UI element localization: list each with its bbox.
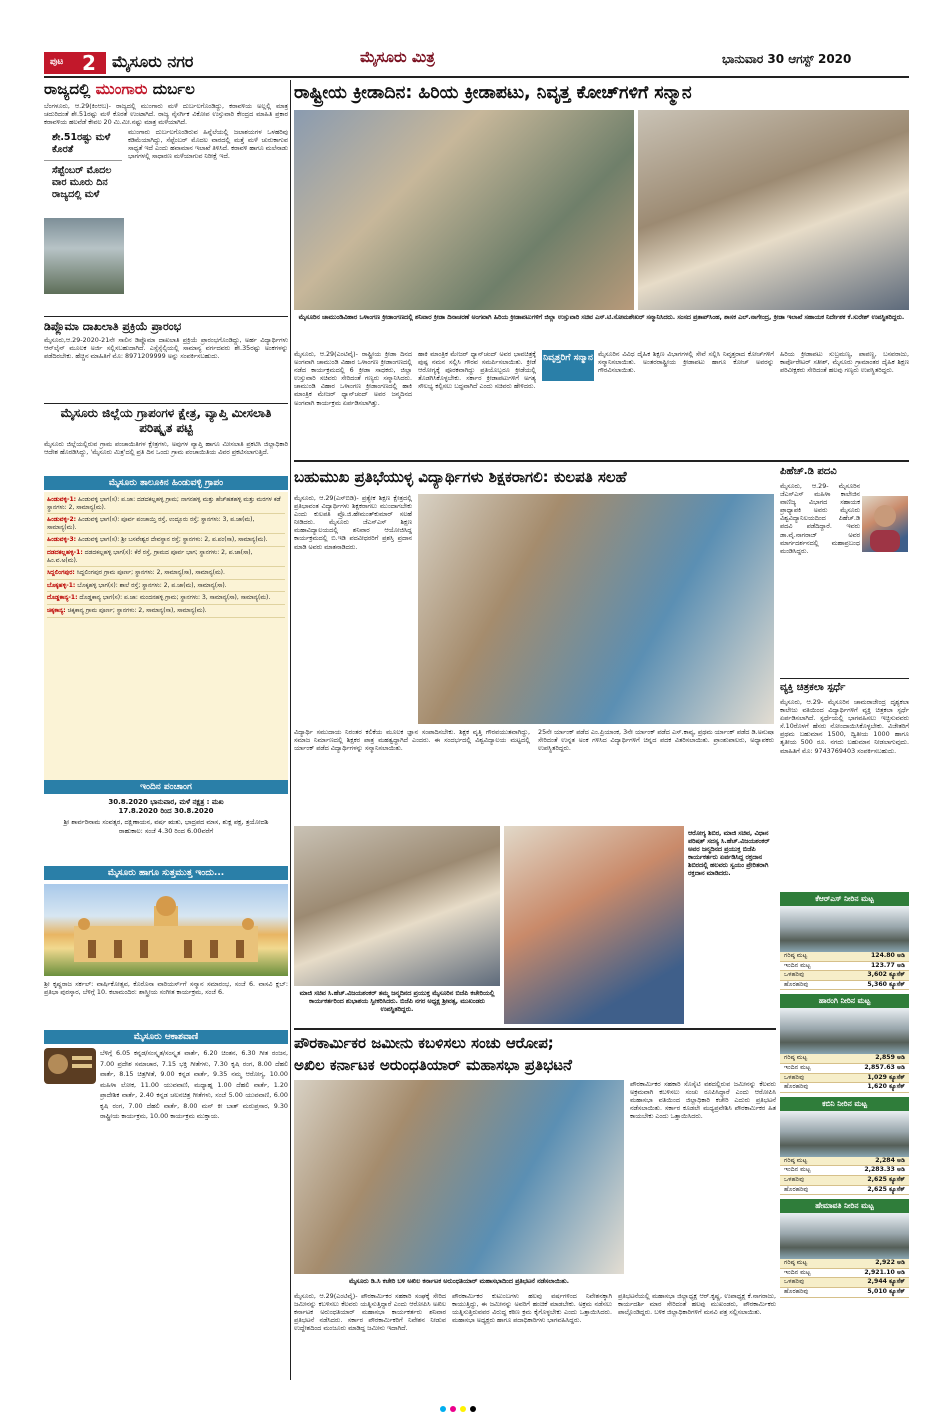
palace-icon bbox=[44, 884, 288, 976]
art-body: ಮೈಸೂರು, ಆ.29- ಮೈಸೂರಿನ ಚಾಮರಾಜೇಂದ್ರ ದೃಶ್ಯಕಲಾ ಕಾಲೇಜು ವತಿಯಿಂದ ವಿದ್ಯಾರ್ಥಿಗಳಿಗೆ ವ್ಯಕ್ತಿ ಚಿತ್ರಕಲಾ ಸ್ಪರ್ಧೆ ಏರ್ಪಡಿಸಲಾಗಿದೆ. ಸ್ಪರ್ಧೆಯಲ್ಲಿ ಭಾಗವಹಿಸಲು ಇಚ್ಛಿಸುವವರು ಸೆ.10ರೊಳಗೆ ಹೆಸರು ನೋಂದಾಯಿಸಿಕೊಳ್ಳಬೇಕು. ವಿಜೇತರಿಗೆ ಪ್ರಥಮ ಬಹುಮಾನ 1500, ದ್ವಿತೀಯ 1000 ಹಾಗೂ ತೃತೀಯ 500 ರೂ. ನಗದು ಬಹುಮಾನ ನೀಡಲಾಗುವುದು. ಮಾಹಿತಿಗೆ ಮೊ: 9743769403 ಸಂಪರ್ಕಿಸಬಹುದು. bbox=[780, 698, 909, 755]
reservoir-row bbox=[780, 952, 909, 962]
reservoir-row-label: ಹೊರಹರಿವು bbox=[784, 1083, 809, 1091]
today-body: ಶ್ರೀ ಕೃಷ್ಣರಾಜ ಸರ್ಕಲ್: ವಾರ್ಷಿಕೋತ್ಸವ, ಕೊರೊನಾ ವಾರಿಯರ್ಸ್‌ಗೆ ಸನ್ಮಾನ ಸಮಾರಂಭ, ಸಂಜೆ 6. ವಾಸವಿ ಕ್ಲಬ್: ಪ್ರತಿಭಾ ಪುರಸ್ಕಾರ, ಬೆಳಿಗ್ಗೆ 10. ಕಲಾಮಂದಿರ: ಶಾಸ್ತ್ರೀಯ ಸಂಗೀತ ಕಾರ್ಯಕ್ರಮ, ಸಂಜೆ 6. bbox=[44, 980, 288, 997]
reservoir-card bbox=[780, 1199, 909, 1297]
reservoir-row bbox=[780, 1054, 909, 1064]
reservoir-card bbox=[780, 994, 909, 1092]
today-bar: ಮೈಸೂರು ಹಾಗೂ ಸುತ್ತಮುತ್ತ ಇಂದು... bbox=[44, 866, 288, 880]
section-title: ಮೈಸೂರು ನಗರ bbox=[112, 52, 194, 71]
reservoir-row bbox=[780, 1064, 909, 1074]
reservoir-row-label: ಇಂದಿನ ಮಟ್ಟ bbox=[784, 1268, 811, 1276]
reservoir-title: ಕಬಿನಿ ನೀರಿನ ಮಟ್ಟ bbox=[780, 1097, 909, 1111]
gp-ward-detail: ಹಿಂಡುವಳ್ಳಿ ಭಾಗ(ಸ): ಪ.ಜಾ: ದಡದಕಲ್ಲಹಳ್ಳಿ ಗ್ರಾಮ; ನಾಗನಹಳ್ಳಿ ಮತ್ತು ಹೆಚ್‌ಹತಹಳ್ಳಿ ಮತ್ತು ಮರಗಳ ಕಡೆ ಸ್ಥಾನಗಳು: 2, ಸಾಮಾನ್ಯ(ಮ). bbox=[47, 496, 281, 511]
reservoir-row-value: 1,029 ಕ್ಯೂಸೆಕ್ bbox=[867, 1073, 905, 1081]
gp-ward-name: ಹಿಂಡುವಳ್ಳಿ-2: bbox=[47, 516, 77, 524]
gp-list-item bbox=[47, 494, 285, 514]
phd-portrait bbox=[862, 496, 908, 552]
gp-ward-name: ಬೊಕ್ಕಹಳ್ಳಿ-1: bbox=[47, 581, 76, 589]
retired-tag bbox=[542, 350, 594, 381]
panchanga-line-1: 30.8.2020 ಭಾನುವಾರ, ಮಳೆ ನಕ್ಷತ್ರ : ಮಖ bbox=[108, 798, 224, 806]
reservoir-row-label: ಒಳಹರಿವು bbox=[784, 1073, 805, 1081]
art-headline: ವ್ಯಕ್ತಿ ಚಿತ್ರಕಲಾ ಸ್ಪರ್ಧೆ bbox=[780, 682, 846, 693]
panchanga-line-4: ರಾಹುಕಾಲ: ಸಂಜೆ 4.30 ರಿಂದ 6.00ವರೆಗೆ bbox=[118, 827, 214, 835]
gp-list-item bbox=[47, 592, 285, 605]
paper-logo: ಮೈಸೂರು ಮಿತ್ರ bbox=[360, 48, 435, 66]
rain-headline bbox=[44, 80, 195, 98]
reservoir-row bbox=[780, 962, 909, 972]
reservoir-row bbox=[780, 1166, 909, 1176]
gp-list-item bbox=[47, 547, 285, 567]
gp-headline: ಮೈಸೂರು ಜಿಲ್ಲೆಯ ಗ್ರಾಪಂಗಳ ಕ್ಷೇತ್ರ, ವ್ಯಾಪ್ತಿ ಮೀಸಲಾತಿ ಪರಿಷ್ಕೃತ ಪಟ್ಟಿ bbox=[60, 406, 272, 435]
diploma-body: ಮೈಸೂರು,ಆ.29-2020-21ನೇ ಸಾಲಿನ ಡಿಪ್ಲೊಮಾ ದಾಖಲಾತಿ ಪ್ರಕ್ರಿಯೆ ಪ್ರಾರಂಭಗೊಂಡಿದ್ದು, ಅರ್ಹ ವಿದ್ಯಾರ್ಥಿಗಳು ಆನ್‌ಲೈನ್ ಮೂಲಕ ಅರ್ಜಿ ಸಲ್ಲಿಸಬಹುದಾಗಿದೆ. ಎಸ್ಸೆಸ್ಸೆಲ್ಸಿಯಲ್ಲಿ ಸಾಮಾನ್ಯ ವರ್ಗದವರು ಶೇ.35ರಷ್ಟು ಅಂಕಗಳನ್ನು ಪಡೆದಿರಬೇಕು. ಹೆಚ್ಚಿನ ಮಾಹಿತಿಗೆ ಮೊ: 8971209999 ಅನ್ನು ಸಂಪರ್ಕಿಸಬಹುದು. bbox=[44, 336, 288, 361]
reservoir-title: ಕೆಆರ್‌ಎಸ್ ನೀರಿನ ಮಟ್ಟ bbox=[780, 892, 909, 906]
divider bbox=[44, 403, 288, 404]
reservoir-sidebar bbox=[780, 892, 909, 1376]
rain-bullets bbox=[44, 128, 122, 205]
masthead bbox=[0, 0, 945, 78]
reservoir-row-label: ಇಂದಿನ ಮಟ್ಟ bbox=[784, 1063, 811, 1071]
sports-col-4: ಹಿರಿಯ ಕ್ರೀಡಾಪಟು ಸುಬ್ರಮಣ್ಯ, ಪಾಪಣ್ಣ, ಬಸವರಾಜು, ಕಾರ್ಪೊರೇಟರ್ ಸತೀಶ್, ಮೈಸೂರು ಗ್ರಾಮಾಂತರ ದೈಹಿಕ ಶಿಕ್ಷಣ ಪರಿವೀಕ್ಷಕರು ಸೇರಿದಂತೆ ಹಲವು ಗಣ್ಯರು ಉಪಸ್ಥಿತರಿದ್ದರು. bbox=[780, 350, 909, 375]
reservoir-row-label: ಗರಿಷ್ಠ ಮಟ್ಟ bbox=[784, 1259, 808, 1267]
reservoir-row-label: ಗರಿಷ್ಠ ಮಟ್ಟ bbox=[784, 1054, 808, 1062]
protest-col-3: ಪ್ರತಿಭಟನೆಯಲ್ಲಿ ಮಹಾಸಭಾ ಜಿಲ್ಲಾಧ್ಯಕ್ಷ ಆರ್.ಕೃಷ್ಣ, ಉಪಾಧ್ಯಕ್ಷ ಕೆ.ನಾಗರಾಜು, ಕಾರ್ಯದರ್ಶಿ ಮಾರ ಸೇರಿದಂತೆ ಹಲವು ಮುಖಂಡರು, ಪೌರಕಾರ್ಮಿಕರು ಪಾಲ್ಗೊಂಡಿದ್ದರು. ಬಳಿಕ ಜಿಲ್ಲಾಧಿಕಾರಿಗಳಿಗೆ ಮನವಿ ಪತ್ರ ಸಲ್ಲಿಸಲಾಯಿತು. bbox=[618, 1292, 776, 1317]
gp-ward-name: ದಡದಕಲ್ಲಹಳ್ಳಿ-1: bbox=[47, 548, 83, 556]
sports-photo-1 bbox=[294, 110, 634, 310]
rain-headline-b: ಮುಂಗಾರು bbox=[95, 80, 148, 98]
sports-col-1: ಮೈಸೂರು, ಆ.29(ಎಂಟಿವೈ)- ರಾಷ್ಟ್ರೀಯ ಕ್ರೀಡಾ ದಿನದ ಅಂಗವಾಗಿ ಚಾಮುಂಡಿ ವಿಹಾರ ಒಳಾಂಗಣ ಕ್ರೀಡಾಂಗಣದಲ್ಲಿ ನಡೆದ ಕಾರ್ಯಕ್ರಮದಲ್ಲಿ 6 ಕ್ರೀಡಾ ಸಾಧಕರು, ಜಿಲ್ಲಾ ಉಸ್ತುವಾರಿ ಸಚಿವರು ಸೇರಿದಂತೆ ಗಣ್ಯರು ಸನ್ಮಾನಿಸಿದರು. ಚಾಮುಂಡಿ ವಿಹಾರ ಒಳಾಂಗಣ ಕ್ರೀಡಾಂಗಣದಲ್ಲಿ ಹಾಕಿ ಮಾಂತ್ರಿಕ ಮೇಜರ್ ಧ್ಯಾನ್‌ಚಂದ್ ಅವರ ಜನ್ಮದಿನದ ಅಂಗವಾಗಿ ಕಾರ್ಯಕ್ರಮ ಏರ್ಪಡಿಸಲಾಗಿತ್ತು. bbox=[294, 350, 412, 407]
students-col-1: ಮೈಸೂರು, ಆ.29(ಎಸ್‌ಬಿಡಿ)- ಪ್ರತ್ಯೇಕ ಶಿಕ್ಷಣ ಕ್ಷೇತ್ರದಲ್ಲಿ ಪ್ರತಿಭಾವಂತ ವಿದ್ಯಾರ್ಥಿಗಳು ಶಿಕ್ಷಕರಾಗಲು ಮುಂದಾಗಬೇಕು ಎಂದು ಕುಲಪತಿ ಪ್ರೊ.ಜಿ.ಹೇಮಂತ್‌ಕುಮಾರ್ ಸಲಹೆ ನೀಡಿದರು. ಮೈಸೂರು ಜೆಎಸ್‌ಎಸ್ ಶಿಕ್ಷಣ ಮಹಾವಿದ್ಯಾಲಯದಲ್ಲಿ ಶನಿವಾರ ಆಯೋಜಿಸಿದ್ದ ಕಾರ್ಯಕ್ರಮದಲ್ಲಿ ಬಿ.ಇಡಿ ಪದವೀಧರರಿಗೆ ಪ್ರಶಸ್ತಿ ಪ್ರದಾನ ಮಾಡಿ ಅವರು ಮಾತನಾಡಿದರು. bbox=[294, 494, 412, 551]
sports-story bbox=[294, 80, 909, 458]
protest-caption: ಮೈಸೂರು ಡಿ.ಸಿ ಕಚೇರಿ ಬಳಿ ಅಖಿಲ ಕರ್ನಾಟಕ ಅರುಂಧತಿಯಾರ್ ಮಹಾಸಭಾದಿಂದ ಪ್ರತಿಭಟನೆ ನಡೆಸಲಾಯಿತು. bbox=[349, 1278, 569, 1285]
reservoir-row-value: 5,360 ಕ್ಯೂಸೆಕ್ bbox=[867, 980, 905, 988]
reservoir-row-label: ಹೊರಹರಿವು bbox=[784, 1287, 809, 1295]
gp-ward-name: ಹಿಂಡುವಳ್ಳಿ-1: bbox=[47, 496, 77, 503]
reservoir-row bbox=[780, 981, 909, 991]
reservoir-row-label: ಗರಿಷ್ಠ ಮಟ್ಟ bbox=[784, 952, 808, 959]
divider bbox=[780, 678, 909, 679]
today-events bbox=[44, 866, 288, 1026]
retired-tag-label: ನಿವೃತ್ತರಿಗೆ ಸನ್ಮಾನ bbox=[543, 353, 593, 363]
sports-headline: ರಾಷ್ಟ್ರೀಯ ಕ್ರೀಡಾದಿನ: ಹಿರಿಯ ಕ್ರೀಡಾಪಟು, ನಿವೃತ್ತ ಕೋಚ್‌ಗಳಿಗೆ ಸನ್ಮಾನ bbox=[294, 83, 692, 103]
reservoir-row-value: 123.77 ಅಡಿ bbox=[870, 961, 905, 969]
reservoir-row-value: 2,625 ಕ್ಯೂಸೆಕ್ bbox=[867, 1175, 905, 1183]
gp-list bbox=[44, 492, 288, 782]
reservoir-row bbox=[780, 971, 909, 981]
panchanga-line-3: ಶ್ರೀ ಶಾರ್ವರಿನಾಮ ಸಂವತ್ಸರ, ದಕ್ಷಿಣಾಯನ, ವರ್ಷ ಋತು, ಭಾದ್ರಪದ ಮಾಸ, ಶುಕ್ಲ ಪಕ್ಷ, ತ್ರಯೋದಶಿ bbox=[63, 818, 269, 826]
reservoir-title: ಹೇಮಾವತಿ ನೀರಿನ ಮಟ್ಟ bbox=[780, 1199, 909, 1213]
dam-photo bbox=[780, 1008, 909, 1054]
reservoir-row bbox=[780, 1083, 909, 1093]
sports-col-2: ಹಾಕಿ ಮಾಂತ್ರಿಕ ಮೇಜರ್ ಧ್ಯಾನ್‌ಚಂದ್ ಅವರ ಭಾವಚಿತ್ರಕ್ಕೆ ಪುಷ್ಪ ನಮನ ಸಲ್ಲಿಸಿ ಗೌರವ ಸಮರ್ಪಿಸಲಾಯಿತು. ಕ್ರೀಡೆ ಆರೋಗ್ಯಕ್ಕೆ ಪೂರಕವಾಗಿದ್ದು ಪ್ರತಿಯೊಬ್ಬರೂ ಕ್ರೀಡೆಯಲ್ಲಿ ತೊಡಗಿಸಿಕೊಳ್ಳಬೇಕು. ಸರ್ಕಾರ ಕ್ರೀಡಾಪಟುಗಳಿಗೆ ಅಗತ್ಯ ಸೌಲಭ್ಯ ಕಲ್ಪಿಸಲು ಬದ್ಧವಾಗಿದೆ ಎಂದು ಸಚಿವರು ಹೇಳಿದರು. bbox=[418, 350, 536, 391]
gp-ward-detail: ಹಿಂಡುವಳ್ಳಿ ಭಾಗ(ಸ): ಶ್ರೀ ಬಸವೇಶ್ವರ ದೇವಸ್ಥಾನ ರಸ್ತೆ; ಸ್ಥಾನಗಳು: 2, ಪ.ಪಂ(ಸಾ), ಸಾಮಾನ್ಯ(ಮ). bbox=[78, 536, 268, 544]
dam-photo bbox=[780, 1111, 909, 1157]
reservoir-title: ಹಾರಂಗಿ ನೀರಿನ ಮಟ್ಟ bbox=[780, 994, 909, 1008]
gp-ward-detail: ಸಿದ್ದಲಿಂಗಪುರ ಗ್ರಾಮ ಪೂರ್ಣ; ಸ್ಥಾನಗಳು: 2, ಸಾಮಾನ್ಯ(ಸಾ), ಸಾಮಾನ್ಯ(ಮ). bbox=[76, 569, 225, 577]
rain-headline-c: ದುರ್ಬಲ bbox=[152, 80, 195, 98]
page-label: ಪುಟ bbox=[50, 57, 64, 67]
reservoir-table bbox=[780, 1259, 909, 1297]
col-divider bbox=[290, 80, 291, 1380]
divider bbox=[294, 1028, 776, 1030]
gp-ward-name: ಹಿಂಡುವಳ್ಳಿ-3: bbox=[47, 536, 77, 544]
reservoir-row bbox=[780, 1269, 909, 1279]
protest-side: ಪೌರಕಾರ್ಮಿಕರ ಸಹಕಾರಿ ಸೊಸೈಟಿ ವಶದಲ್ಲಿರುವ ಜಮೀನನ್ನು ಕೆಲವರು ಅಕ್ರಮವಾಗಿ ಕಬಳಿಸಲು ಸಂಚು ರೂಪಿಸಿದ್ದಾರೆ ಎಂದು ಆರೋಪಿಸಿ ಮಹಾಸಭಾ ವತಿಯಿಂದ ಜಿಲ್ಲಾಧಿಕಾರಿ ಕಚೇರಿ ಎದುರು ಪ್ರತಿಭಟನೆ ನಡೆಸಲಾಯಿತು. ಸರ್ಕಾರ ಕೂಡಲೇ ಮಧ್ಯಪ್ರವೇಶಿಸಿ ಪೌರಕಾರ್ಮಿಕರ ಹಿತ ಕಾಯಬೇಕು ಎಂದು ಒತ್ತಾಯಿಸಿದರು. bbox=[630, 1080, 776, 1121]
reservoir-row-label: ಒಳಹರಿವು bbox=[784, 1278, 805, 1286]
reservoir-row-label: ಹೊರಹರಿವು bbox=[784, 980, 809, 988]
students-col-3: 25ನೇ ರ್ಯಾಂಕ್ ಪಡೆದ ಎಂ.ಪ್ರಿಯಾಂಕ, 3ನೇ ರ್ಯಾಂಕ್ ಪಡೆದ ಎಸ್.ಕಾವ್ಯ, ಪ್ರಥಮ ರ್ಯಾಂಕ್ ಪಡೆದ ಡಿ.ಅನುಷಾ ಸೇರಿದಂತೆ ಉನ್ನತ ಅಂಕ ಗಳಿಸಿದ ವಿದ್ಯಾರ್ಥಿಗಳಿಗೆ ಚಿನ್ನದ ಪದಕ ವಿತರಿಸಲಾಯಿತು. ಪ್ರಾಂಶುಪಾಲರು, ಅಧ್ಯಾಪಕರು ಉಪಸ್ಥಿತರಿದ್ದರು. bbox=[538, 728, 774, 753]
reservoir-row-label: ಇಂದಿನ ಮಟ್ಟ bbox=[784, 961, 811, 969]
reservoir-row-value: 2,625 ಕ್ಯೂಸೆಕ್ bbox=[867, 1185, 905, 1193]
reservoir-row-label: ಒಳಹರಿವು bbox=[784, 971, 805, 979]
protest-headline-1: ಪೌರಕಾರ್ಮಿಕರ ಜಮೀನು ಕಬಳಿಸಲು ಸಂಚು ಆರೋಪ; bbox=[294, 1034, 554, 1052]
reservoir-row bbox=[780, 1186, 909, 1196]
gp-ward-name: ಸಿದ್ದಲಿಂಗಪುರ: bbox=[47, 569, 75, 577]
divider bbox=[294, 460, 909, 462]
bday-photo bbox=[294, 826, 500, 986]
palace-photo bbox=[44, 884, 288, 976]
issue-date: ಭಾನುವಾರ 30 ಆಗಸ್ಟ್ 2020 bbox=[722, 52, 852, 66]
reservoir-row-label: ಗರಿಷ್ಠ ಮಟ್ಟ bbox=[784, 1156, 808, 1164]
reservoir-row-label: ಒಳಹರಿವು bbox=[784, 1175, 805, 1183]
radio-body: ಬೆಳಿಗ್ಗೆ 6.05 ಕನ್ನಡ/ಸಂಸ್ಕೃತ/ಸಂಸ್ಕೃತ ವಾರ್ತೆ, 6.20 ಚಿಂತನ, 6.30 ಗೀತ ರಂಜನ, 7.00 ಪ್ರದೇಶ ಸಮಾಚಾರ, 7.15 ಭಕ್ತಿ ಗೀತೆಗಳು, 7.30 ಕೃಷಿ ರಂಗ, 8.00 ದೆಹಲಿ ವಾರ್ತೆ, 8.15 ಚಿತ್ರಗೀತೆ, 9.00 ಕನ್ನಡ ವಾರ್ತೆ, 9.35 ನಮ್ಮ ಆರೋಗ್ಯ, 10.00 ಮಹಿಳಾ ಲೋಕ, 11.00 ಯುವವಾಣಿ, ಮಧ್ಯಾಹ್ನ 1.00 ದೆಹಲಿ ವಾರ್ತೆ, 1.20 ಪ್ರಾದೇಶಿಕ ವಾರ್ತೆ, 2.40 ಕನ್ನಡ ಚಲನಚಿತ್ರ ಗೀತೆಗಳು, ಸಂಜೆ 5.00 ಯುವವಾಣಿ, 6.00 ಕೃಷಿ ರಂಗ, 7.00 ದೆಹಲಿ ವಾರ್ತೆ, 8.00 ಮನ್ ಕೀ ಬಾತ್ ಮರುಪ್ರಸಾರ, 9.30 ರಾಷ್ಟ್ರೀಯ ಕಾರ್ಯಕ್ರಮ, 10.00 ಕಾರ್ಯಕ್ರಮ ಮುಕ್ತಾಯ. bbox=[100, 1049, 288, 1120]
bday-caption: ಮಾಜಿ ಸಚಿವ ಸಿ.ಹೆಚ್.ವಿಜಯಶಂಕರ್ ತಮ್ಮ ಜನ್ಮದಿನದ ಪ್ರಯುಕ್ತ ಮೈಸೂರಿನ ಬಿಜೆಪಿ ಕಚೇರಿಯಲ್ಲಿ ಕಾರ್ಯಕರ್ತರಿಂದ ಶುಭಾಶಯ ಸ್ವೀಕರಿಸಿದರು. ಬಿಜೆಪಿ ನಗರ ಅಧ್ಯಕ್ಷ ಶ್ರೀವತ್ಸ, ಮುಖಂಡರು ಉಪಸ್ಥಿತರಿದ್ದರು. bbox=[299, 990, 495, 1013]
phd-story bbox=[780, 466, 909, 676]
protest-col-2: ಪೌರಕಾರ್ಮಿಕರ ಕುಟುಂಬಗಳು ಹಲವು ವರ್ಷಗಳಿಂದ ನಿವೇಶನಕ್ಕಾಗಿ ಕಾಯುತ್ತಿದ್ದು, ಈ ಜಮೀನನ್ನು ಅವರಿಗೆ ಹಂಚಿಕೆ ಮಾಡಬೇಕು. ಅಕ್ರಮ ನಡೆಸಲು ಯತ್ನಿಸುತ್ತಿರುವವರ ವಿರುದ್ಧ ಕಠಿಣ ಕ್ರಮ ಕೈಗೊಳ್ಳಬೇಕು ಎಂದು ಒತ್ತಾಯಿಸಿದರು. ಮಹಾಸಭಾ ಅಧ್ಯಕ್ಷರು ಹಾಗೂ ಪದಾಧಿಕಾರಿಗಳು ಭಾಗವಹಿಸಿದ್ದರು. bbox=[452, 1292, 612, 1325]
reservoir-row-value: 2,284 ಅಡಿ bbox=[875, 1156, 905, 1164]
gp-list-item bbox=[47, 605, 285, 618]
rain-story bbox=[44, 80, 288, 314]
reservoir-row-value: 2,859 ಅಡಿ bbox=[875, 1054, 905, 1062]
blood-camp-caption: ಆರೋಗ್ಯ ಶಿಬಿರ, ಮಾಜಿ ಸಚಿವ, ವಿಧಾನ ಪರಿಷತ್ ಸದಸ್ಯ ಸಿ.ಹೆಚ್.ವಿಜಯಶಂಕರ್ ಅವರ ಜನ್ಮದಿನದ ಪ್ರಯುಕ್ತ ಬಿಜೆಪಿ ಕಾರ್ಯಕರ್ತರು ಏರ್ಪಡಿಸಿದ್ದ ರಕ್ತದಾನ ಶಿಬಿರದಲ್ಲಿ ಹಲವರು ಸ್ವಯಂ ಪ್ರೇರಿತರಾಗಿ ರಕ್ತದಾನ ಮಾಡಿದರು. bbox=[688, 830, 770, 877]
gp-ward-detail: ದೊಡ್ಡಕಾನ್ಯ ಭಾಗ(ಸ): ಪ.ಜಾ: ಮಂದನಹಳ್ಳಿ ಗ್ರಾಮ; ಸ್ಥಾನಗಳು: 3, ಸಾಮಾನ್ಯ(ಸಾ), ಸಾಮಾನ್ಯ(ಮ). bbox=[79, 594, 271, 602]
panchanga bbox=[44, 780, 288, 860]
gp-ward-detail: ದಡದಕಲ್ಲಹಳ್ಳಿ ಭಾಗ(ಸ): ಕೆರೆ ರಸ್ತೆ, ಗ್ರಾಮದ ಪೂರ್ವ ಭಾಗ; ಸ್ಥಾನಗಳು: 2, ಪ.ಜಾ(ಸಾ), ಹಿಂ.ವ.ಅ(ಮ). bbox=[47, 548, 253, 564]
gp-ward-detail: ಹಿಂಡುವಳ್ಳಿ ಭಾಗ(ಸ): ಪೂರ್ವ ಪಂಚಾಯ್ತಿ ರಸ್ತೆ, ಉದ್ಬೂರು ರಸ್ತೆ; ಸ್ಥಾನಗಳು: 3, ಪ.ಜಾ(ಮ), ಸಾಮಾನ್ಯ(ಮ). bbox=[47, 516, 255, 531]
art-story bbox=[780, 682, 909, 890]
radio-bar: ಮೈಸೂರು ಆಕಾಶವಾಣಿ bbox=[44, 1030, 288, 1044]
reservoir-table bbox=[780, 1157, 909, 1195]
rain-bullet-1: ಶೇ.51ರಷ್ಟು ಮಳೆ ಕೊರತೆ bbox=[44, 128, 122, 161]
panchanga-bar: ಇಂದಿನ ಪಂಚಾಂಗ bbox=[44, 780, 288, 794]
gp-list-item bbox=[47, 580, 285, 593]
reservoir-row bbox=[780, 1176, 909, 1186]
reservoir-row-value: 2,283.33 ಅಡಿ bbox=[864, 1166, 905, 1174]
protest-story bbox=[294, 1032, 776, 1380]
diploma-story bbox=[44, 320, 288, 400]
students-headline: ಬಹುಮುಖ ಪ್ರತಿಭೆಯುಳ್ಳ ವಿದ್ಯಾರ್ಥಿಗಳು ಶಿಕ್ಷಕರಾಗಲಿ: ಕುಲಪತಿ ಸಲಹೆ bbox=[294, 468, 627, 486]
reservoir-row-value: 5,010 ಕ್ಯೂಸೆಕ್ bbox=[867, 1287, 905, 1295]
reservoir-row bbox=[780, 1157, 909, 1167]
reservoir-row bbox=[780, 1288, 909, 1298]
reservoir-row bbox=[780, 1074, 909, 1084]
reservoir-card bbox=[780, 1097, 909, 1195]
dam-photo bbox=[44, 218, 124, 294]
phd-body: ಮೈಸೂರು, ಆ.29- ಮೈಸೂರಿನ ಜೆಎಸ್‌ಎಸ್ ಮಹಿಳಾ ಕಾಲೇಜಿನ ವಾಣಿಜ್ಯ ವಿಭಾಗದ ಸಹಾಯಕ ಪ್ರಾಧ್ಯಾಪಕಿ ಅವರು ಮೈಸೂರು ವಿಶ್ವವಿದ್ಯಾನಿಲಯದಿಂದ ಪಿಹೆಚ್.ಡಿ ಪದವಿ ಪಡೆದಿದ್ದಾರೆ. ಇವರು ಡಾ.ವೈ.ನಾಗರಾಜ್ ಅವರ ಮಾರ್ಗದರ್ಶನದಲ್ಲಿ ಮಹಾಪ್ರಬಂಧ ಮಂಡಿಸಿದ್ದರು. bbox=[780, 482, 860, 555]
radio bbox=[44, 1030, 288, 1376]
reservoir-row bbox=[780, 1259, 909, 1269]
reservoir-row-value: 1,620 ಕ್ಯೂಸೆಕ್ bbox=[867, 1083, 905, 1091]
reservoir-row-label: ಹೊರಹರಿವು bbox=[784, 1185, 809, 1193]
gp-story bbox=[44, 406, 288, 776]
print-marks bbox=[440, 1406, 500, 1414]
reservoir-row-value: 2,922 ಅಡಿ bbox=[875, 1259, 905, 1267]
reservoir-table bbox=[780, 1054, 909, 1092]
reservoir-table bbox=[780, 952, 909, 990]
students-photo bbox=[418, 494, 774, 724]
reservoir-row-value: 2,921.10 ಅಡಿ bbox=[864, 1268, 905, 1276]
reservoir-card bbox=[780, 892, 909, 990]
page-number: 2 bbox=[82, 51, 96, 75]
sports-caption: ಮೈಸೂರಿನ ಚಾಮುಂಡಿವಿಹಾರ ಒಳಾಂಗಣ ಕ್ರೀಡಾಂಗಣದಲ್ಲಿ ಶನಿವಾರ ಕ್ರೀಡಾ ದಿನಾಚರಣೆ ಅಂಗವಾಗಿ ಹಿರಿಯ ಕ್ರೀಡಾಪಟುಗಳಿಗೆ ಜಿಲ್ಲಾ ಉಸ್ತುವಾರಿ ಸಚಿವ ಎಸ್.ಟಿ.ಸೋಮಶೇಖರ್ ಸನ್ಮಾನಿಸಿದರು. ಸಂಸದ ಪ್ರತಾಪ್‌ಸಿಂಹ, ಶಾಸಕ ಎಲ್.ನಾಗೇಂದ್ರ, ಕ್ರೀಡಾ ಇಲಾಖೆ ಸಹಾಯಕ ನಿರ್ದೇಶಕ ಕೆ.ಸುರೇಶ್ ಉಪಸ್ಥಿತರಿದ್ದರು. bbox=[298, 314, 905, 321]
divider bbox=[44, 316, 288, 317]
rain-body: ಬೆಂಗಳೂರು, ಆ.29(ಕಿಂಆಬ)- ರಾಜ್ಯದಲ್ಲಿ ಮುಂಗಾರು ಮಳೆ ದುರ್ಬಲಗೊಂಡಿದ್ದು, ಕರಾವಳಿಯ ಅಲ್ಲಲ್ಲಿ ಮಾತ್ರ ಚದುರಿದಂತೆ ಶೇ.51ರಷ್ಟು ಮಳೆ ಕೊರತೆ ಉಂಟಾಗಿದೆ. ರಾಜ್ಯ ನೈಸರ್ಗಿಕ ವಿಕೋಪ ಉಸ್ತುವಾರಿ ಕೇಂದ್ರದ ಮಾಹಿತಿ ಪ್ರಕಾರ ಕರಾವಳಿಯ ಹಲವೆಡೆ ಕೇವಲ 20 ಮಿ.ಮೀ.ನಷ್ಟು ಮಾತ್ರ ಮಳೆಯಾಗಿದೆ. bbox=[44, 102, 288, 126]
reservoir-row-value: 2,857.63 ಅಡಿ bbox=[864, 1063, 905, 1071]
gp-list-item bbox=[47, 514, 285, 534]
sports-col-3: ಮೈಸೂರಿನ ವಿವಿಧ ದೈಹಿಕ ಶಿಕ್ಷಣ ವಿಭಾಗಗಳಲ್ಲಿ ಸೇವೆ ಸಲ್ಲಿಸಿ ನಿವೃತ್ತರಾದ ಕೋಚ್‌ಗಳಿಗೆ ಸನ್ಮಾನಿಸಲಾಯಿತು. ಅಂತರರಾಷ್ಟ್ರೀಯ ಕ್ರೀಡಾಪಟು ಹಾಗೂ ಕೋಚ್ ಅವರನ್ನು ಗೌರವಿಸಲಾಯಿತು. bbox=[598, 350, 774, 375]
page-number-badge bbox=[44, 52, 106, 74]
phd-headline: ಪಿಹೆಚ್.ಡಿ ಪದವಿ bbox=[780, 466, 837, 477]
panchanga-line-2: 17.8.2020 ರಿಂದ 30.8.2020 bbox=[118, 807, 214, 815]
radio-icon bbox=[44, 1048, 96, 1084]
students-story bbox=[294, 466, 774, 826]
gp-list-item bbox=[47, 534, 285, 547]
dam-photo bbox=[780, 1213, 909, 1259]
gp-ward-detail: ಚಿಕ್ಕಕಾನ್ಯ ಗ್ರಾಮ ಪೂರ್ಣ; ಸ್ಥಾನಗಳು: 2, ಸಾಮಾನ್ಯ(ಸಾ), ಸಾಮಾನ್ಯ(ಮ). bbox=[67, 606, 207, 614]
rain-body-2: ಮುಂಗಾರು ದುರ್ಬಲಗೊಂಡಿರುವ ಹಿನ್ನೆಲೆಯಲ್ಲಿ ಜಲಾಶಯಗಳ ಒಳಹರಿವು ಕಡಿಮೆಯಾಗಿದ್ದು, ಸೆಪ್ಟೆಂಬರ್ ಮೊದಲ ವಾರದಲ್ಲಿ ಮತ್ತೆ ಮಳೆ ಚುರುಕಾಗುವ ಸಾಧ್ಯತೆ ಇದೆ ಎಂದು ಹವಾಮಾನ ಇಲಾಖೆ ತಿಳಿಸಿದೆ. ಕರಾವಳಿ ಹಾಗೂ ಮಲೆನಾಡು ಭಾಗಗಳಲ್ಲಿ ಸಾಧಾರಣ ಮಳೆಯಾಗುವ ನಿರೀಕ್ಷೆ ಇದೆ. bbox=[128, 128, 288, 161]
students-col-2: ವಿದ್ಯಾರ್ಥಿ ಸಮುದಾಯ ನಿರಂತರ ಕಲಿಕೆಯ ಮೂಲಕ ಜ್ಞಾನ ಸಂಪಾದಿಸಬೇಕು. ಶಿಕ್ಷಕ ವೃತ್ತಿ ಗೌರವಯುತವಾಗಿದ್ದು, ಸಮಾಜ ನಿರ್ಮಾಣದಲ್ಲಿ ಶಿಕ್ಷಕರ ಪಾತ್ರ ಮಹತ್ವದ್ದಾಗಿದೆ ಎಂದರು. ಈ ಸಂದರ್ಭದಲ್ಲಿ ವಿಶ್ವವಿದ್ಯಾಲಯ ಮಟ್ಟದಲ್ಲಿ ರ್ಯಾಂಕ್ ಪಡೆದ ವಿದ್ಯಾರ್ಥಿಗಳನ್ನು ಸನ್ಮಾನಿಸಲಾಯಿತು. bbox=[294, 728, 530, 753]
gp-ward-name: ದೊಡ್ಡಕಾನ್ಯ-1: bbox=[47, 594, 78, 602]
blood-camp-photo bbox=[504, 826, 684, 1024]
masthead-rule bbox=[44, 76, 909, 78]
person-icon bbox=[862, 496, 908, 552]
gp-intro: ಮೈಸೂರು ಜಿಲ್ಲೆಯಲ್ಲಿರುವ ಗ್ರಾಮ ಪಂಚಾಯಿತಿಗಳ ಕ್ಷೇತ್ರಗಳು, ಅವುಗಳ ವ್ಯಾಪ್ತಿ ಹಾಗೂ ಮೀಸಲಾತಿ ಪ್ರಕಟಿಸಿ ಜಿಲ್ಲಾಧಿಕಾರಿ ಆದೇಶ ಹೊರಡಿಸಿದ್ದು, 'ಮೈಸೂರು ಮಿತ್ರ'ದಲ್ಲಿ ಪ್ರತಿ ದಿನ ಒಂದು ಗ್ರಾಮ ಪಂಚಾಯಿತಿಯ ವಿವರ ಪ್ರಕಟಿಸಲಾಗುತ್ತಿದೆ. bbox=[44, 440, 288, 457]
protest-headline-2: ಅಖಿಲ ಕರ್ನಾಟಕ ಅರುಂಧತಿಯಾರ್ ಮಹಾಸಭಾ ಪ್ರತಿಭಟನೆ bbox=[294, 1056, 572, 1074]
dam-photo bbox=[780, 906, 909, 952]
reservoir-row-label: ಇಂದಿನ ಮಟ್ಟ bbox=[784, 1166, 811, 1174]
rain-bullet-2: ಸೆಪ್ಟೆಂಬರ್ ಮೊದಲ ವಾರ ಮೂರು ದಿನ ರಾಜ್ಯದಲ್ಲಿ ಮಳೆ bbox=[52, 165, 112, 200]
rain-headline-a: ರಾಜ್ಯದಲ್ಲಿ bbox=[44, 80, 91, 98]
protest-photo bbox=[294, 1080, 624, 1274]
gp-ward-name: ಚಿಕ್ಕಕಾನ್ಯ: bbox=[47, 606, 66, 614]
sports-photo-2 bbox=[638, 110, 909, 310]
protest-col-1: ಮೈಸೂರು, ಆ.29(ಎಂಟಿವೈ)- ಪೌರಕಾರ್ಮಿಕರ ಸಹಕಾರಿ ಸಂಘಕ್ಕೆ ಸೇರಿದ ಜಮೀನನ್ನು ಕಬಳಿಸಲು ಕೆಲವರು ಯತ್ನಿಸುತ್ತಿದ್ದಾರೆ ಎಂದು ಆರೋಪಿಸಿ ಅಖಿಲ ಕರ್ನಾಟಕ ಅರುಂಧತಿಯಾರ್ ಮಹಾಸಭಾ ಕಾರ್ಯಕರ್ತರು ಶನಿವಾರ ಪ್ರತಿಭಟನೆ ನಡೆಸಿದರು. ಸರ್ಕಾರ ಪೌರಕಾರ್ಮಿಕರಿಗೆ ನಿವೇಶನ ನೀಡುವ ಉದ್ದೇಶದಿಂದ ಮಂಜೂರು ಮಾಡಿದ್ದ ಜಮೀನು ಇದಾಗಿದೆ. bbox=[294, 1292, 446, 1333]
gp-ward-detail: ಬೊಕ್ಕಹಳ್ಳಿ ಭಾಗ(ಸ): ಶಾಲೆ ರಸ್ತೆ; ಸ್ಥಾನಗಳು: 2, ಪ.ಜಾ(ಮ), ಸಾಮಾನ್ಯ(ಸಾ). bbox=[77, 581, 227, 589]
reservoir-row-value: 124.80 ಅಡಿ bbox=[870, 952, 905, 959]
reservoir-row bbox=[780, 1278, 909, 1288]
reservoir-row-value: 3,602 ಕ್ಯೂಸೆಕ್ bbox=[867, 971, 905, 979]
diploma-headline: ಡಿಪ್ಲೊಮಾ ದಾಖಲಾತಿ ಪ್ರಕ್ರಿಯೆ ಪ್ರಾರಂಭ bbox=[44, 320, 182, 333]
gp-list-item bbox=[47, 567, 285, 580]
reservoir-row-value: 2,944 ಕ್ಯೂಸೆಕ್ bbox=[867, 1278, 905, 1286]
gp-section-bar: ಮೈಸೂರು ತಾಲೂಕಿನ ಹಿಂಡುವಳ್ಳಿ ಗ್ರಾಪಂ bbox=[44, 476, 288, 490]
